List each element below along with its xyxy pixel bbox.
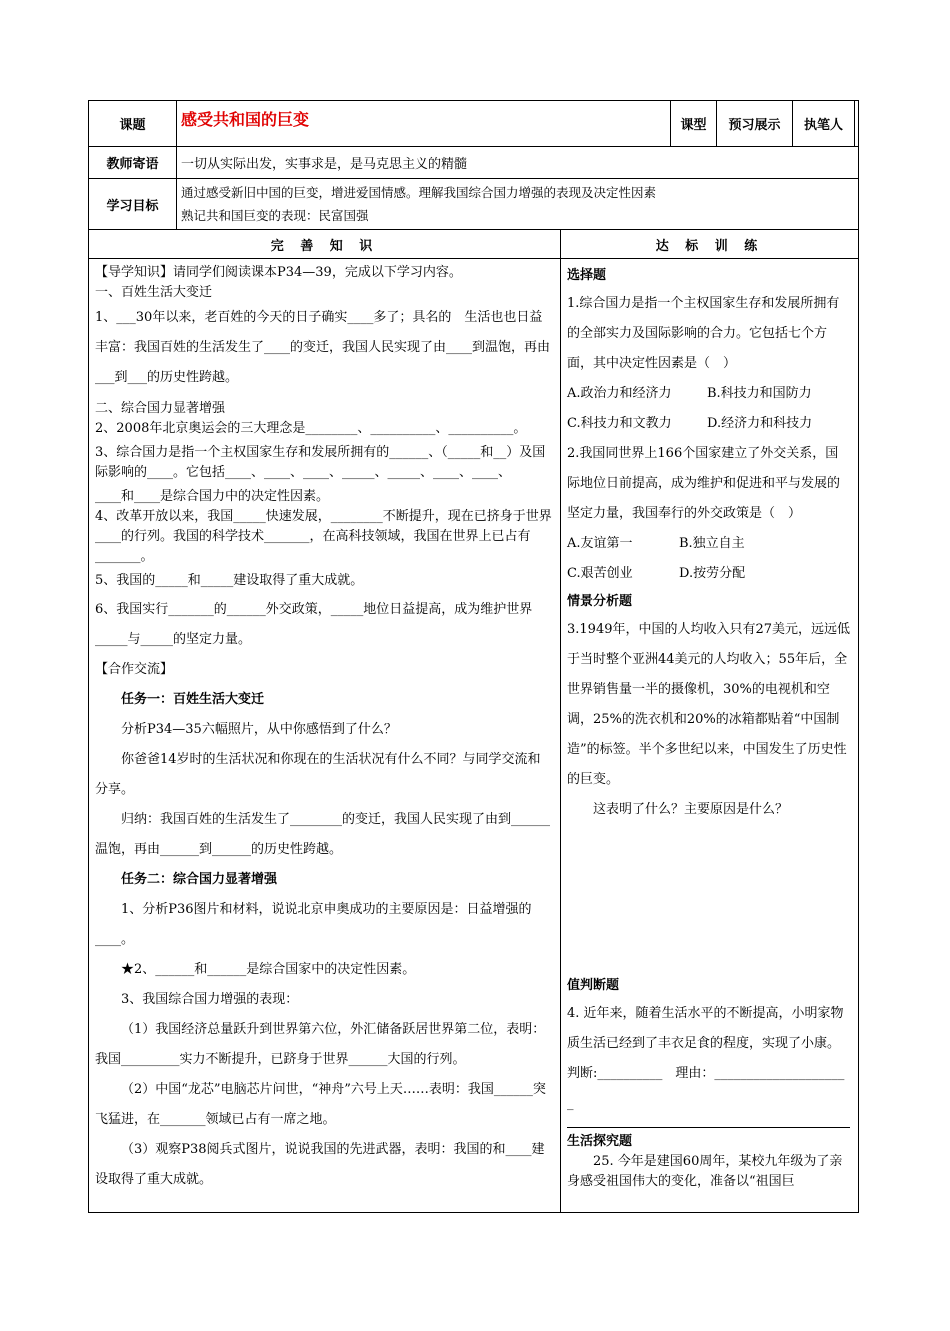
teacher-text: 一切从实际出发，实事求是，是马克思主义的精髓 <box>177 147 859 179</box>
task-1-title: 任务一：百姓生活大变迁 <box>121 692 265 707</box>
task-2-title: 任务二：综合国力显著增强 <box>121 872 278 887</box>
guide-intro: 【导学知识】请同学们阅读课本P34—39，完成以下学习内容。 <box>95 265 462 280</box>
q2-option-c: C.艰苦创业 <box>567 566 633 581</box>
question-3-ask: 这表明了什么？主要原因是什么？ <box>593 802 789 817</box>
topic-title: 感受共和国的巨变 <box>177 101 671 147</box>
question-2-options-ab <box>567 529 850 559</box>
teacher-label: 教师寄语 <box>89 147 177 179</box>
topic-label: 课题 <box>89 101 177 147</box>
choice-heading: 选择题 <box>567 268 607 283</box>
item-3-cont: ____和____是综合国力中的决定性因素。 <box>95 489 330 504</box>
q2-option-d: D.按劳分配 <box>679 566 746 581</box>
knowledge-column <box>89 259 561 1213</box>
task-2-q2: ★2、______和______是综合国家中的决定性因素。 <box>121 962 416 977</box>
goal-line-2: 熟记共和国巨变的表现：民富国强 <box>181 208 369 223</box>
divider <box>567 1127 850 1128</box>
goal-line-1: 通过感受新旧中国的巨变，增进爱国情感。理解我国综合国力增强的表现及决定性因素 <box>181 185 657 200</box>
question-5: 25. 今年是建国60周年，某校九年级为了亲身感受祖国伟大的变化，准备以“祖国巨 <box>567 1154 843 1189</box>
task-1-summary: 归纳：我国百姓的生活发生了________的变迁，我国人民实现了由到______温饱，再由______到______的历史性跨越。 <box>95 812 551 857</box>
question-4-underline: _ <box>567 1096 574 1111</box>
item-4: 4、改革开放以来，我国_____快速发展，________不断提升，现在已挤身于世界____的行列。我国的科学技术_______，在高科技领域，我国在世界上已占有_______。 <box>95 509 552 564</box>
question-2: 2.我国同世界上166个国家建立了外交关系，国际地位日前提高，成为维护和促进和平与发展的坚定力量，我国奉行的外交政策是（ ） <box>567 446 841 521</box>
task-1-q1: 分析P34—35六幅照片，从中你感悟到了什么？ <box>121 722 397 737</box>
goal-label: 学习目标 <box>89 179 177 230</box>
item-3: 3、综合国力是指一个主权国家生存和发展所拥有的______、（_____和__）及国际影响的____。它包括____、____、____、_____、_____、____、____、 <box>95 445 546 480</box>
task-2-q1: 1、分析P36图片和材料，说说北京申奥成功的主要原因是：日益增强的____。 <box>95 902 532 947</box>
answer-space <box>567 825 850 973</box>
question-2-options-cd <box>567 559 850 589</box>
q2-option-b: B.独立自主 <box>679 536 745 551</box>
task-2-q3-3: （3）观察P38阅兵式图片，说说我国的先进武器，表明：我国的和____建设取得了重大成就。 <box>95 1142 545 1187</box>
judgement-heading: 值判断题 <box>567 978 620 993</box>
task-2-q3: 3、我国综合国力增强的表现： <box>121 992 299 1007</box>
q1-option-d: D.经济力和科技力 <box>707 416 813 431</box>
right-section-title: 达 标 训 练 <box>561 230 859 259</box>
heading-power: 二、综合国力显著增强 <box>95 401 226 416</box>
explore-heading: 生活探究题 <box>567 1134 633 1149</box>
item-1: 1、___30年以来，老百姓的今天的日子确实____多了；具名的 生活也也日益丰富：我国百姓的生活发生了____的变迁，我国人民实现了由____到温饱，再由___到___的历史性跨越。 <box>95 310 551 385</box>
lesson-table <box>88 100 859 1213</box>
heading-life: 一、百姓生活大变迁 <box>95 285 213 300</box>
question-4: 4. 近年来，随着生活水平的不断提高，小明家物质生活已经到了丰衣足食的程度，实现了小康。 <box>567 1006 844 1051</box>
scenario-heading: 情景分析题 <box>567 594 633 609</box>
worksheet <box>88 100 858 1213</box>
type-label: 课型 <box>671 101 717 147</box>
type-value: 预习展示 <box>717 101 793 147</box>
q1-option-b: B.科技力和国防力 <box>707 386 812 401</box>
item-6: 6、我国实行_______的______外交政策，_____地位日益提高，成为维护世界_____与_____的坚定力量。 <box>95 602 533 647</box>
task-2-q3-1: （1）我国经济总量跃升到世界第六位，外汇储备跃居世界第二位，表明：我国_________实力不断提升，已跻身于世界______大国的行列。 <box>95 1022 546 1067</box>
item-5: 5、我国的_____和_____建设取得了重大成就。 <box>95 573 364 588</box>
left-section-title: 完 善 知 识 <box>89 230 561 259</box>
task-1-q2: 你爸爸14岁时的生活状况和你现在的生活状况有什么不同？与同学交流和分享。 <box>95 752 541 797</box>
goal-text <box>177 179 859 230</box>
question-3: 3.1949年，中国的人均收入只有27美元，远远低于当时整个亚洲44美元的人均收入；55年后，全世界销售量一半的摄像机，30%的电视机和空调，25%的洗衣机和20%的冰箱都贴着“中国制造”的标签。半个多世纪以来，中国发生了历史性的巨变。 <box>567 622 851 787</box>
question-4-judge: 判断:__________ 理由：____________________ <box>567 1066 845 1081</box>
exercise-column <box>561 259 859 1213</box>
task-2-q3-2: （2）中国“龙芯”电脑芯片问世，“神舟”六号上天……表明：我国______突飞猛进，在_______领域已占有一席之地。 <box>95 1082 546 1127</box>
question-1: 1.综合国力是指一个主权国家生存和发展所拥有的全部实力及国际影响的合力。它包括七个方面，其中决定性因素是（ ） <box>567 296 840 371</box>
q1-option-a: A.政治力和经济力 <box>567 386 672 401</box>
question-1-options-cd <box>567 409 850 439</box>
cooperation-heading: 【合作交流】 <box>95 662 174 677</box>
item-2: 2、2008年北京奥运会的三大理念是________、__________、__________。 <box>95 421 527 436</box>
q2-option-a: A.友谊第一 <box>567 536 633 551</box>
q1-option-c: C.科技力和文教力 <box>567 416 672 431</box>
author-value <box>855 101 859 147</box>
author-label: 执笔人 <box>793 101 855 147</box>
question-1-options-ab <box>567 379 850 409</box>
